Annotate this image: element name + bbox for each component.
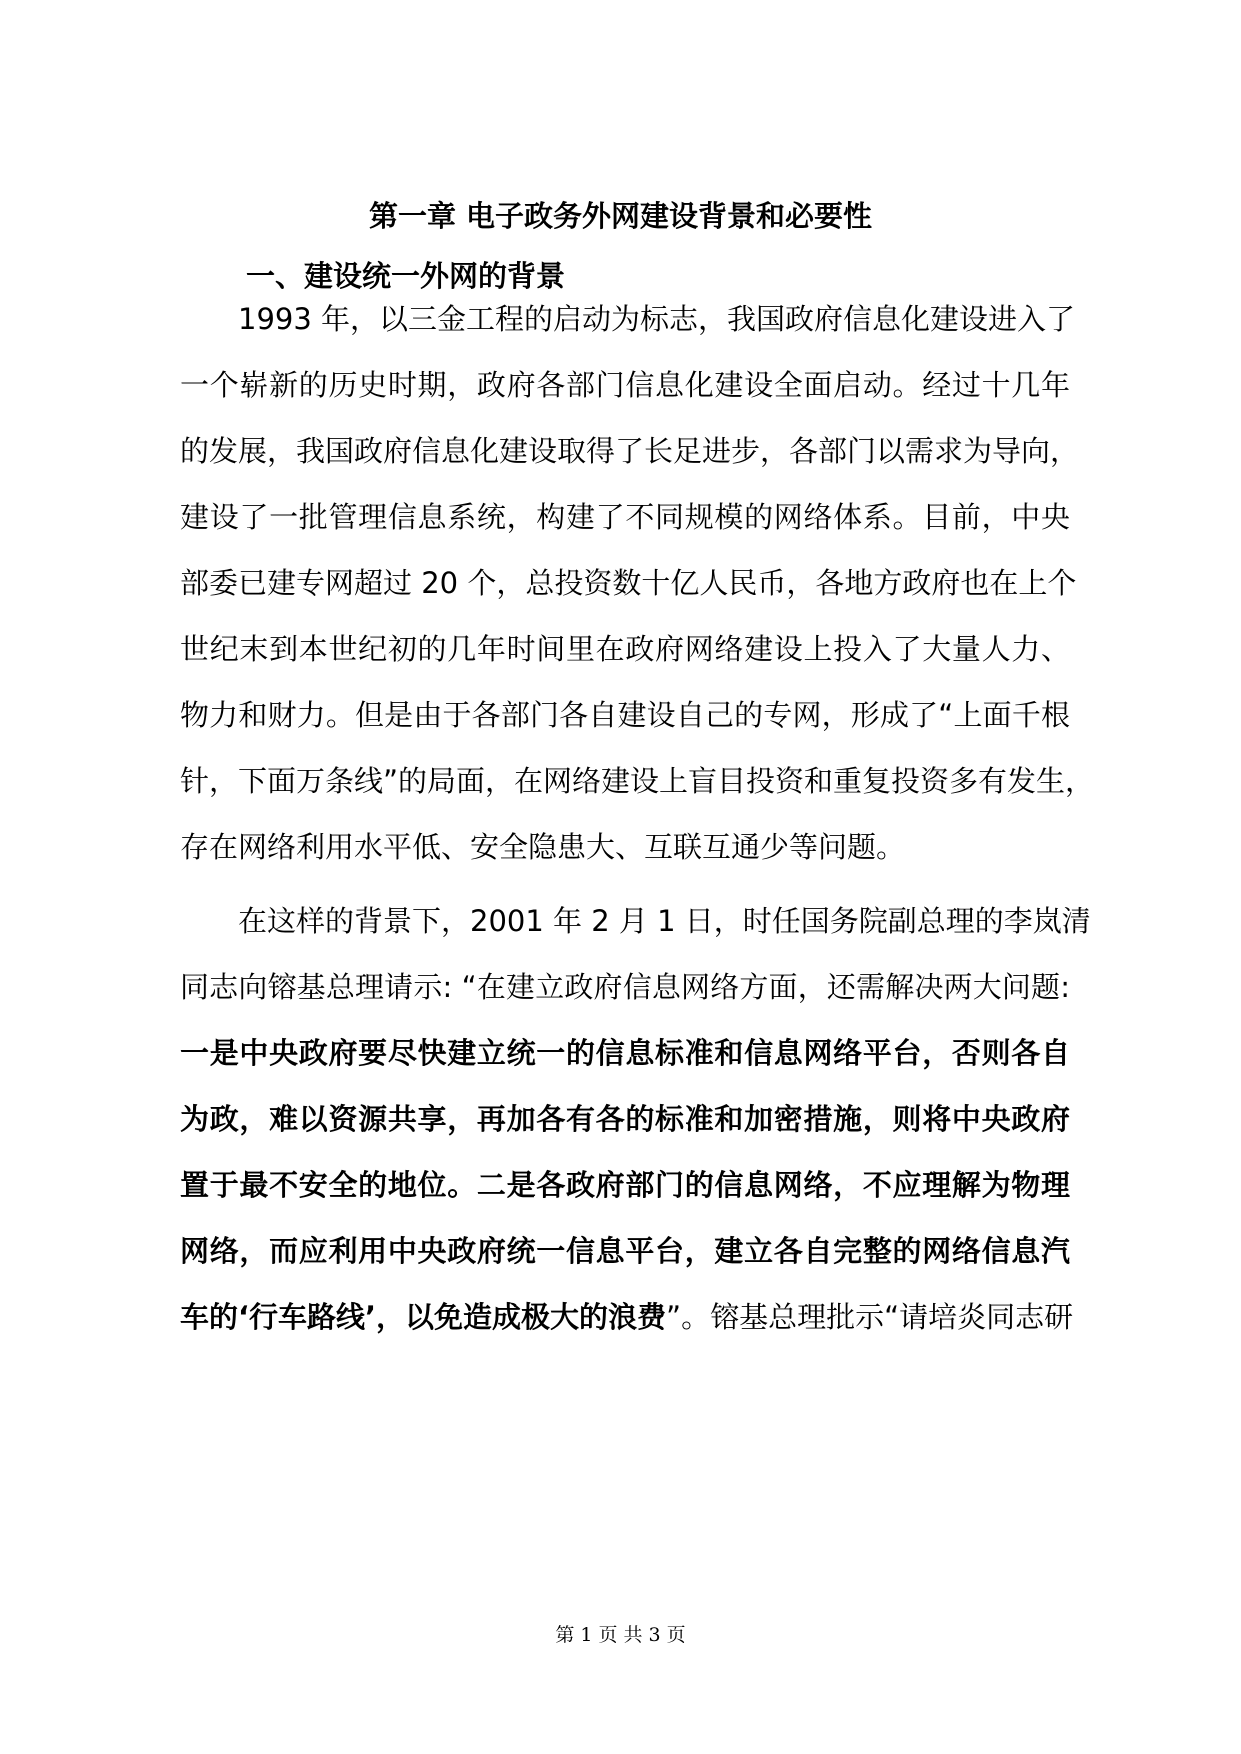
normal-segment: ”。镕基总理批示“请培炎同志研 xyxy=(666,1300,1074,1334)
section-heading: 一、建设统一外网的背景 xyxy=(246,259,566,293)
bold-text-line: 为政，难以资源共享，再加各有各的标准和加密措施，则将中央政府 xyxy=(180,1102,1070,1136)
text-line: 建设了一批管理信息系统，构建了不同规模的网络体系。目前，中央 xyxy=(180,500,1070,534)
text-line: 部委已建专网超过 20 个，总投资数十亿人民币，各地方政府也在上个 xyxy=(180,566,1077,600)
text-line: 的发展，我国政府信息化建设取得了长足进步，各部门以需求为导向， xyxy=(180,434,1080,468)
page-number-footer: 第 1 页 共 3 页 xyxy=(555,1624,686,1646)
text-line: 1993 年，以三金工程的启动为标志，我国政府信息化建设进入了 xyxy=(238,302,1076,336)
bold-quote-segment: 车的‘行车路线’，以免造成极大的浪费 xyxy=(180,1300,667,1334)
bold-text-line: 置于最不安全的地位。二是各政府部门的信息网络，不应理解为物理 xyxy=(180,1168,1070,1202)
text-line: 在这样的背景下，2001 年 2 月 1 日，时任国务院副总理的李岚清 xyxy=(238,904,1091,938)
text-line: 针，下面万条线”的局面，在网络建设上盲目投资和重复投资多有发生， xyxy=(180,764,1095,798)
chapter-title: 第一章 电子政务外网建设背景和必要性 xyxy=(368,199,873,233)
text-line: 存在网络利用水平低、安全隐患大、互联互通少等问题。 xyxy=(180,830,906,864)
bold-text-line: 网络，而应利用中央政府统一信息平台，建立各自完整的网络信息汽 xyxy=(180,1234,1070,1268)
bold-text-line: 一是中央政府要尽快建立统一的信息标准和信息网络平台，否则各自 xyxy=(180,1036,1070,1070)
text-line: 一个崭新的历史时期，政府各部门信息化建设全面启动。经过十几年 xyxy=(180,368,1070,402)
text-line: 物力和财力。但是由于各部门各自建设自己的专网，形成了“上面千根 xyxy=(180,698,1070,732)
text-line: 世纪末到本世纪初的几年时间里在政府网络建设上投入了大量人力、 xyxy=(180,632,1070,666)
text-line: 同志向镕基总理请示: “在建立政府信息网络方面，还需解决两大问题: xyxy=(180,970,1070,1004)
text-line-mixed xyxy=(180,1297,1074,1337)
